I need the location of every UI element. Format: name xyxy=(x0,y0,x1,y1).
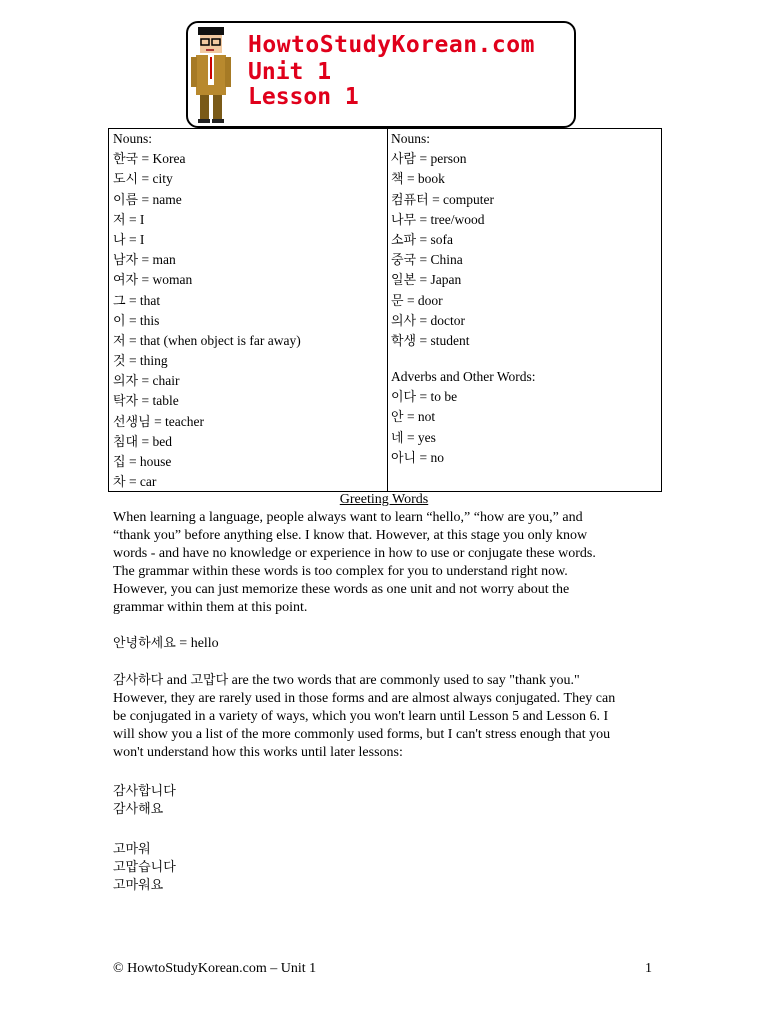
korean-form: 고마워요 xyxy=(113,878,164,893)
site-title: HowtoStudyKorean.com xyxy=(248,32,535,58)
lesson-label: Lesson 1 xyxy=(248,84,359,110)
vocab-item: 것 = thing xyxy=(113,353,168,370)
korean-form: 고맙습니다 xyxy=(113,860,176,875)
column-heading: Adverbs and Other Words: xyxy=(391,369,536,385)
text-line: words - and have no knowledge or experience in how to use or conjugate these words. xyxy=(113,546,596,561)
korean-word: 감사하다 xyxy=(113,673,164,688)
vocab-item: 저 = I xyxy=(113,211,145,228)
vocab-item: 책 = book xyxy=(391,171,445,188)
vocab-item: 네 = yes xyxy=(391,429,436,446)
vocab-table xyxy=(108,128,662,492)
intro-paragraph xyxy=(113,509,663,617)
korean-word: 고맙다 xyxy=(190,673,229,688)
vocab-item: 탁자 = table xyxy=(113,393,179,410)
vocab-item: 중국 = China xyxy=(391,252,463,269)
vocab-item: 침대 = bed xyxy=(113,433,172,450)
vocab-item: 일본 = Japan xyxy=(391,272,462,289)
vocab-item: 안 = not xyxy=(391,409,436,426)
text-line: “thank you” before anything else. I know that. However, at this stage you only know xyxy=(113,528,588,543)
table-divider xyxy=(387,129,388,491)
korean-word: 안녕하세요 xyxy=(113,636,176,651)
spacer xyxy=(391,351,536,367)
vocab-column-right xyxy=(391,129,536,468)
text-line: 감사하다 and 고맙다 are the two words that are commonly used to say "thank you." xyxy=(113,673,580,688)
footer-copyright: © HowtoStudyKorean.com – Unit 1 xyxy=(113,961,317,976)
vocab-item: 이 = this xyxy=(113,312,160,329)
header-banner xyxy=(186,21,576,128)
vocab-item: 의사 = doctor xyxy=(391,312,465,329)
korean-form: 고마워 xyxy=(113,842,151,857)
vocab-item: 도시 = city xyxy=(113,171,173,188)
text-line: grammar within them at this point. xyxy=(113,600,308,615)
thank-you-forms-group-1 xyxy=(113,783,663,819)
vocab-item: 사람 = person xyxy=(391,151,467,168)
vocab-item: 선생님 = teacher xyxy=(113,413,205,430)
text-line: However, you can just memorize these words as one unit and not worry about the xyxy=(113,582,570,597)
text-line: won't understand how this works until later lessons: xyxy=(113,745,403,760)
vocab-item: 나 = I xyxy=(113,231,145,248)
vocab-item: 소파 = sofa xyxy=(391,231,453,248)
mascot-icon xyxy=(190,25,234,125)
vocab-item: 학생 = student xyxy=(391,332,470,349)
vocab-item: 여자 = woman xyxy=(113,272,193,289)
text-line: However, they are rarely used in those forms and are almost always conjugated. They can xyxy=(113,691,616,706)
vocab-item: 의자 = chair xyxy=(113,373,180,390)
text-line: When learning a language, people always want to learn “hello,” “how are you,” and xyxy=(113,510,583,525)
vocab-item: 아니 = no xyxy=(391,449,444,466)
korean-form: 감사해요 xyxy=(113,802,164,817)
column-heading: Nouns: xyxy=(113,131,153,146)
vocab-item: 그 = that xyxy=(113,292,161,309)
vocab-item: 차 = car xyxy=(113,474,157,491)
text-line: be conjugated in a variety of ways, which you won't learn until Lesson 5 and Lesson 6. I xyxy=(113,709,609,724)
vocab-item: 문 = door xyxy=(391,292,443,309)
korean-form: 감사합니다 xyxy=(113,784,176,799)
text-line: The grammar within these words is too complex for you to understand right now. xyxy=(113,564,568,579)
vocab-item: 이름 = name xyxy=(113,191,182,208)
vocab-item: 남자 = man xyxy=(113,252,176,269)
thank-you-forms-group-2 xyxy=(113,841,663,895)
vocab-column-left xyxy=(113,129,301,492)
vocab-item: 한국 = Korea xyxy=(113,151,186,168)
column-heading: Nouns: xyxy=(391,131,431,146)
vocab-item: 컴퓨터 = computer xyxy=(391,191,495,208)
text-line: will show you a list of the more commonly used forms, but I can't stress enough that you xyxy=(113,727,611,742)
thank-you-paragraph xyxy=(113,672,663,762)
vocab-item: 저 = that (when object is far away) xyxy=(113,332,301,349)
vocab-item: 나무 = tree/wood xyxy=(391,211,485,228)
section-heading: Greeting Words xyxy=(339,492,429,507)
vocab-item: 이다 = to be xyxy=(391,389,458,406)
translation: = hello xyxy=(179,636,219,651)
unit-label: Unit 1 xyxy=(248,59,332,85)
page-number: 1 xyxy=(645,961,652,976)
hello-line xyxy=(113,635,663,653)
vocab-item: 집 = house xyxy=(113,454,172,470)
